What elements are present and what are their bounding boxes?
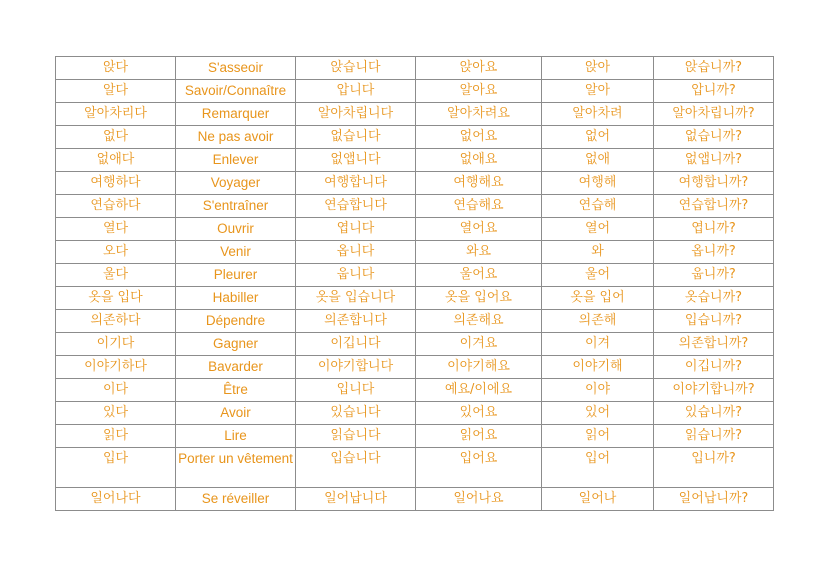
cell-formal-form: 입니다 [296,379,416,402]
cell-casual-form: 일어나 [542,488,654,511]
cell-formal-form: 알아차립니다 [296,103,416,126]
cell-polite-form: 알아요 [416,80,542,103]
table-row [56,425,774,448]
cell-french-meaning: S'entraîner [176,195,296,218]
cell-korean-verb: 읽다 [56,425,176,448]
cell-korean-verb: 울다 [56,264,176,287]
cell-polite-form: 예요/이에요 [416,379,542,402]
cell-polite-form: 알아차려요 [416,103,542,126]
cell-french-meaning: Venir [176,241,296,264]
cell-question-form: 없앱니까? [654,149,774,172]
cell-french-meaning: Enlever [176,149,296,172]
cell-polite-form: 앉아요 [416,57,542,80]
cell-polite-form: 있어요 [416,402,542,425]
table-row [56,149,774,172]
cell-formal-form: 일어납니다 [296,488,416,511]
cell-casual-form: 알아 [542,80,654,103]
cell-casual-form: 입어 [542,448,654,488]
cell-casual-form: 읽어 [542,425,654,448]
cell-question-form: 읽습니까? [654,425,774,448]
cell-casual-form: 열어 [542,218,654,241]
cell-formal-form: 이야기합니다 [296,356,416,379]
cell-korean-verb: 의존하다 [56,310,176,333]
cell-french-meaning: Être [176,379,296,402]
cell-casual-form: 옷을 입어 [542,287,654,310]
cell-question-form: 옷습니까? [654,287,774,310]
cell-korean-verb: 앉다 [56,57,176,80]
cell-question-form: 연습합니까? [654,195,774,218]
table-row [56,103,774,126]
cell-korean-verb: 일어나다 [56,488,176,511]
cell-question-form: 이야기합니까? [654,379,774,402]
table-row [56,379,774,402]
cell-casual-form: 앉아 [542,57,654,80]
cell-casual-form: 있어 [542,402,654,425]
cell-polite-form: 입어요 [416,448,542,488]
cell-question-form: 있습니까? [654,402,774,425]
cell-question-form: 옵니까? [654,241,774,264]
cell-polite-form: 이겨요 [416,333,542,356]
table-row [56,356,774,379]
table-row [56,287,774,310]
cell-formal-form: 엽니다 [296,218,416,241]
cell-french-meaning: S'asseoir [176,57,296,80]
cell-french-meaning: Voyager [176,172,296,195]
cell-question-form: 일어납니까? [654,488,774,511]
cell-french-meaning: Habiller [176,287,296,310]
cell-french-meaning: Ne pas avoir [176,126,296,149]
cell-korean-verb: 이야기하다 [56,356,176,379]
table-row [56,80,774,103]
cell-casual-form: 없어 [542,126,654,149]
cell-question-form: 의존합니까? [654,333,774,356]
cell-question-form: 여행합니까? [654,172,774,195]
cell-korean-verb: 없다 [56,126,176,149]
table-row [56,241,774,264]
verb-conjugation-table [55,56,774,511]
cell-casual-form: 울어 [542,264,654,287]
cell-polite-form: 여행해요 [416,172,542,195]
cell-casual-form: 와 [542,241,654,264]
cell-question-form: 없습니까? [654,126,774,149]
table-row [56,195,774,218]
cell-formal-form: 여행합니다 [296,172,416,195]
cell-french-meaning: Gagner [176,333,296,356]
table-row [56,57,774,80]
cell-formal-form: 없습니다 [296,126,416,149]
cell-polite-form: 울어요 [416,264,542,287]
cell-casual-form: 여행해 [542,172,654,195]
cell-french-meaning: Lire [176,425,296,448]
cell-french-meaning: Dépendre [176,310,296,333]
cell-korean-verb: 없애다 [56,149,176,172]
table-row [56,218,774,241]
table-row [56,488,774,511]
cell-polite-form: 없어요 [416,126,542,149]
cell-casual-form: 연습해 [542,195,654,218]
cell-korean-verb: 알다 [56,80,176,103]
cell-french-meaning: Ouvrir [176,218,296,241]
table-row [56,126,774,149]
cell-french-meaning: Avoir [176,402,296,425]
cell-polite-form: 이야기해요 [416,356,542,379]
cell-question-form: 이깁니까? [654,356,774,379]
cell-korean-verb: 이다 [56,379,176,402]
cell-formal-form: 없앱니다 [296,149,416,172]
cell-formal-form: 의존합니다 [296,310,416,333]
cell-casual-form: 이겨 [542,333,654,356]
cell-question-form: 압니까? [654,80,774,103]
cell-korean-verb: 오다 [56,241,176,264]
cell-formal-form: 압니다 [296,80,416,103]
cell-question-form: 앉습니까? [654,57,774,80]
cell-korean-verb: 알아차리다 [56,103,176,126]
table-row [56,172,774,195]
cell-casual-form: 이야 [542,379,654,402]
cell-korean-verb: 있다 [56,402,176,425]
cell-korean-verb: 입다 [56,448,176,488]
cell-french-meaning: Porter un vêtement [176,448,296,488]
cell-question-form: 알아차립니까? [654,103,774,126]
cell-question-form: 입니까? [654,448,774,488]
cell-polite-form: 의존해요 [416,310,542,333]
cell-korean-verb: 열다 [56,218,176,241]
cell-polite-form: 와요 [416,241,542,264]
cell-polite-form: 열어요 [416,218,542,241]
cell-formal-form: 있습니다 [296,402,416,425]
cell-french-meaning: Bavarder [176,356,296,379]
table-row [56,264,774,287]
cell-french-meaning: Remarquer [176,103,296,126]
cell-formal-form: 입습니다 [296,448,416,488]
cell-formal-form: 웁니다 [296,264,416,287]
cell-polite-form: 없애요 [416,149,542,172]
cell-formal-form: 옷을 입습니다 [296,287,416,310]
cell-casual-form: 알아차려 [542,103,654,126]
cell-french-meaning: Pleurer [176,264,296,287]
cell-korean-verb: 이기다 [56,333,176,356]
cell-formal-form: 이깁니다 [296,333,416,356]
cell-casual-form: 없애 [542,149,654,172]
cell-polite-form: 일어나요 [416,488,542,511]
cell-formal-form: 읽습니다 [296,425,416,448]
cell-question-form: 입습니까? [654,310,774,333]
cell-formal-form: 앉습니다 [296,57,416,80]
cell-formal-form: 옵니다 [296,241,416,264]
cell-casual-form: 이야기해 [542,356,654,379]
cell-french-meaning: Savoir/Connaître [176,80,296,103]
cell-french-meaning: Se réveiller [176,488,296,511]
cell-korean-verb: 연습하다 [56,195,176,218]
cell-formal-form: 연습합니다 [296,195,416,218]
cell-casual-form: 의존해 [542,310,654,333]
cell-question-form: 웁니까? [654,264,774,287]
cell-polite-form: 옷을 입어요 [416,287,542,310]
table-row [56,333,774,356]
table-row [56,448,774,488]
table-row [56,402,774,425]
cell-korean-verb: 옷을 입다 [56,287,176,310]
table-body [56,57,774,511]
cell-polite-form: 연습해요 [416,195,542,218]
table-row [56,310,774,333]
cell-polite-form: 읽어요 [416,425,542,448]
cell-korean-verb: 여행하다 [56,172,176,195]
cell-question-form: 엽니까? [654,218,774,241]
